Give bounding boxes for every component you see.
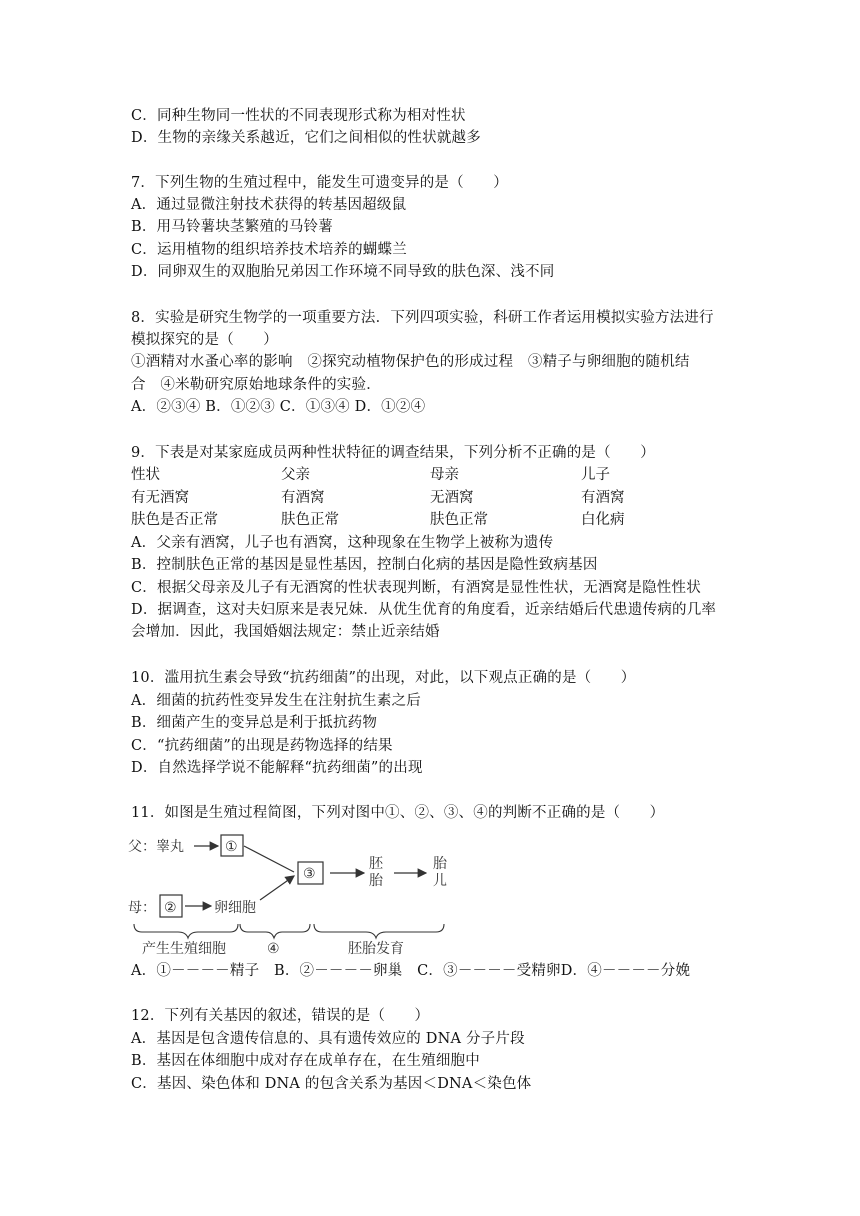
brace-3-label: 胚胎发育: [348, 942, 404, 956]
table-cell: 儿子: [581, 467, 610, 483]
q9-option-c: C．根据父母亲及儿子有无酒窝的性状表现判断，有酒窝是显性性状，无酒窝是隐性性状: [131, 580, 701, 596]
q10-stem: 10．滥用抗生素会导致“抗药细菌”的出现，对此，以下观点正确的是（ ）: [131, 670, 636, 686]
q10-option-d: D．自然选择学说不能解释“抗药细菌”的出现: [131, 760, 423, 776]
brace-1-label: 产生生殖细胞: [142, 942, 226, 956]
q7-option-a: A．通过显微注射技术获得的转基因超级鼠: [131, 197, 407, 213]
q11-stem: 11．如图是生殖过程简图，下列对图中①、②、③、④的判断不正确的是（ ）: [131, 805, 665, 821]
mother-label: 母：: [128, 901, 156, 916]
q8-stem-line2: 模拟探究的是（ ）: [131, 332, 278, 348]
father-label: 父：睾丸: [128, 840, 184, 855]
q10-option-b: B．细菌产生的变异总是利于抵抗药物: [131, 715, 378, 731]
table-cell: 父亲: [281, 467, 310, 483]
table-cell: 有酒窝: [581, 490, 625, 506]
brace-2: [240, 924, 310, 938]
q12-option-b: B．基因在体细胞中成对存在成单存在，在生殖细胞中: [131, 1053, 480, 1069]
q6-option-d: D．生物的亲缘关系越近，它们之间相似的性状就越多: [131, 130, 481, 146]
q9-option-b: B．控制肤色正常的基因是显性基因，控制白化病的基因是隐性致病基因: [131, 557, 598, 573]
table-cell: 无酒窝: [430, 490, 474, 506]
table-cell: 有酒窝: [281, 490, 325, 506]
q10-option-c: C．“抗药细菌”的出现是药物选择的结果: [131, 738, 393, 754]
table-cell: 母亲: [430, 467, 459, 483]
q9-option-d-line1: D．据调查，这对夫妇原来是表兄妹．从优生优育的角度看，近亲结婚后代患遗传病的几率: [131, 602, 717, 618]
table-cell: 有无酒窝: [131, 490, 189, 506]
q9-stem: 9．下表是对某家庭成员两种性状特征的调查结果，下列分析不正确的是（ ）: [131, 445, 655, 461]
table-cell: 肤色是否正常: [131, 512, 218, 528]
q12-option-a: A．基因是包含遗传信息的、具有遗传效应的 DNA 分子片段: [131, 1031, 525, 1047]
reproduction-diagram: [126, 834, 456, 956]
q7-option-d: D．同卵双生的双胞胎兄弟因工作环境不同导致的肤色深、浅不同: [131, 264, 555, 280]
table-cell: 肤色正常: [281, 512, 339, 528]
q9-option-a: A．父亲有酒窝，儿子也有酒窝，这种现象在生物学上被称为遗传: [131, 535, 554, 551]
converge-line-top: [244, 846, 294, 872]
q12-option-c: C．基因、染色体和 DNA 的包含关系为基因＜DNA＜染色体: [131, 1076, 532, 1092]
embryo-line1: 胚: [369, 857, 383, 872]
q7-option-c: C．运用植物的组织培养技术培养的蝴蝶兰: [131, 242, 407, 258]
q11-options: A．①－－－－精子 B．②－－－－卵巢 C．③－－－－受精卵D．④－－－－分娩: [131, 963, 691, 979]
q6-option-c: C．同种生物同一性状的不同表现形式称为相对性状: [131, 108, 466, 124]
q8-items-line2: 合 ④米勒研究原始地球条件的实验．: [131, 377, 381, 393]
brace-1: [134, 924, 238, 938]
q7-option-b: B．用马铃薯块茎繁殖的马铃薯: [131, 219, 333, 235]
box-3-label: ③: [303, 867, 316, 882]
fetus-line2: 儿: [433, 874, 447, 889]
q10-option-a: A．细菌的抗药性变异发生在注射抗生素之后: [131, 693, 421, 709]
table-cell: 性状: [131, 467, 160, 483]
table-cell: 肤色正常: [430, 512, 488, 528]
q9-option-d-line2: 会增加．因此，我国婚姻法规定：禁止近亲结婚: [131, 624, 440, 640]
box-1-label: ①: [225, 840, 238, 855]
q9-table-row: [131, 488, 751, 508]
converge-line-bottom: [260, 876, 294, 900]
q8-options: A．②③④ B．①②③ C．①③④ D．①②④: [131, 399, 426, 415]
q7-stem: 7．下列生物的生殖过程中，能发生可遗变异的是（ ）: [131, 175, 508, 191]
egg-label: 卵细胞: [214, 901, 256, 916]
brace-3: [314, 924, 444, 938]
fetus-line1: 胎: [433, 857, 447, 872]
q12-stem: 12．下列有关基因的叙述，错误的是（ ）: [131, 1008, 430, 1024]
q8-stem-line1: 8．实验是研究生物学的一项重要方法．下列四项实验，科研工作者运用模拟实验方法进行: [131, 310, 714, 326]
embryo-line2: 胎: [369, 874, 383, 889]
q9-table-header: [131, 465, 751, 485]
q8-items-line1: ①酒精对水蚤心率的影响 ②探究动植物保护色的形成过程 ③精子与卵细胞的随机结: [131, 354, 690, 370]
box-2-label: ②: [164, 901, 177, 916]
table-cell: 白化病: [581, 512, 625, 528]
q9-table-row: [131, 510, 751, 530]
brace-2-label: ④: [267, 942, 280, 956]
